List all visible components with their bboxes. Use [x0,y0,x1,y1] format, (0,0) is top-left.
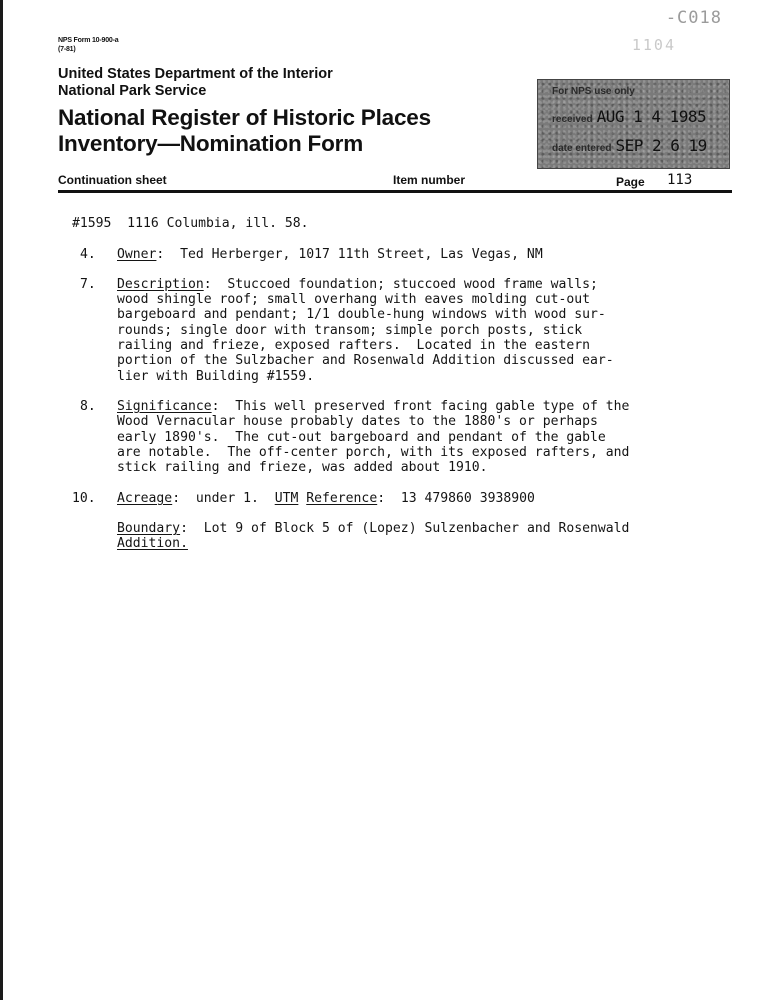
utm-label: UTM [274,491,299,506]
received-date-stamp: AUG 1 4 1985 [596,107,707,126]
description-line: railing and frieze, exposed rafters. Located in the eastern [117,338,590,353]
significance-line: stick railing and frieze, was added about 1910. [117,460,488,475]
form-title-line2: Inventory—Nomination Form [58,131,364,156]
department-name: United States Department of the Interior [58,66,333,82]
description-label: Description [117,277,204,292]
agency-block [58,66,333,100]
page-edge [0,0,3,1000]
boundary-line: Boundary: Lot 9 of Block 5 of (Lopez) Sulzenbacher and Rosenwald [117,521,630,536]
description-line: rounds; single door with transom; simple porch posts, stick [117,323,583,338]
header-rule [58,190,732,193]
received-label: received [552,114,593,125]
significance-line: early 1890's. The cut-out bargeboard and pendant of the gable [117,430,606,445]
utm-reference-label: Reference [306,491,378,506]
significance-text: This well preserved front facing gable type of the [235,399,630,414]
description-line: Description: Stuccoed foundation; stuccoed wood frame walls; [117,277,598,292]
entered-label: date entered [552,143,612,154]
service-name: National Park Service [58,83,207,99]
form-title-line1: National Register of Historic Places [58,105,431,130]
owner-row: Owner: Ted Herberger, 1017 11th Street, Las Vegas, NM [117,247,543,262]
significance-number: 8. [80,399,96,414]
continuation-sheet-label: Continuation sheet [58,173,167,187]
significance-label: Significance [117,399,212,414]
entered-date-stamp: SEP 2 6 19 [615,136,707,155]
description-line: wood shingle roof; small overhang with eaves molding cut-out [117,292,590,307]
utm-value: 13 479860 3938900 [400,491,535,506]
boundary-line: Addition. [117,536,188,551]
description-line: bargeboard and pendant; 1/1 double-hung windows with wood sur- [117,307,606,322]
significance-line: Wood Vernacular house probably dates to the 1880's or perhaps [117,414,598,429]
page-label: Page [616,175,645,189]
acreage-row: Acreage: under 1. UTM Reference: 13 479860 3938900 [117,491,535,506]
item-number-label: Item number [393,173,466,187]
continuation-row [58,173,732,189]
received-row [552,107,706,126]
entered-row [552,136,707,155]
description-text: Stuccoed foundation; stuccoed wood frame walls; [227,277,598,292]
boundary-label: Boundary [117,521,181,536]
owner-text: Ted Herberger, 1017 11th Street, Las Vegas, NM [180,247,543,262]
page-number: 113 [667,172,693,188]
acreage-number: 10. [72,491,96,506]
stamp-number-faint: 1104 [631,36,676,54]
acreage-label: Acreage [117,491,173,506]
form-title [58,105,431,157]
boundary-text: Lot 9 of Block 5 of (Lopez) Sulzenbacher and Rosenwald [203,521,630,536]
nps-use-box [537,79,730,169]
form-date: (7-81) [58,46,76,53]
stamp-number: -C018 [665,8,722,28]
form-identifier [58,36,118,54]
nps-use-label: For NPS use only [552,86,635,97]
owner-number: 4. [80,247,96,262]
owner-label: Owner [117,247,157,262]
acreage-value: under 1. [195,491,259,506]
description-number: 7. [80,277,96,292]
form-number: NPS Form 10-900-a [58,37,119,44]
description-line: portion of the Sulzbacher and Rosenwald Addition discussed ear- [117,353,614,368]
entry-heading: #1595 1116 Columbia, ill. 58. [72,216,309,231]
significance-line: Significance: This well preserved front facing gable type of the [117,399,630,414]
description-line: lier with Building #1559. [117,369,315,384]
significance-line: are notable. The off-center porch, with its exposed rafters, and [117,445,630,460]
